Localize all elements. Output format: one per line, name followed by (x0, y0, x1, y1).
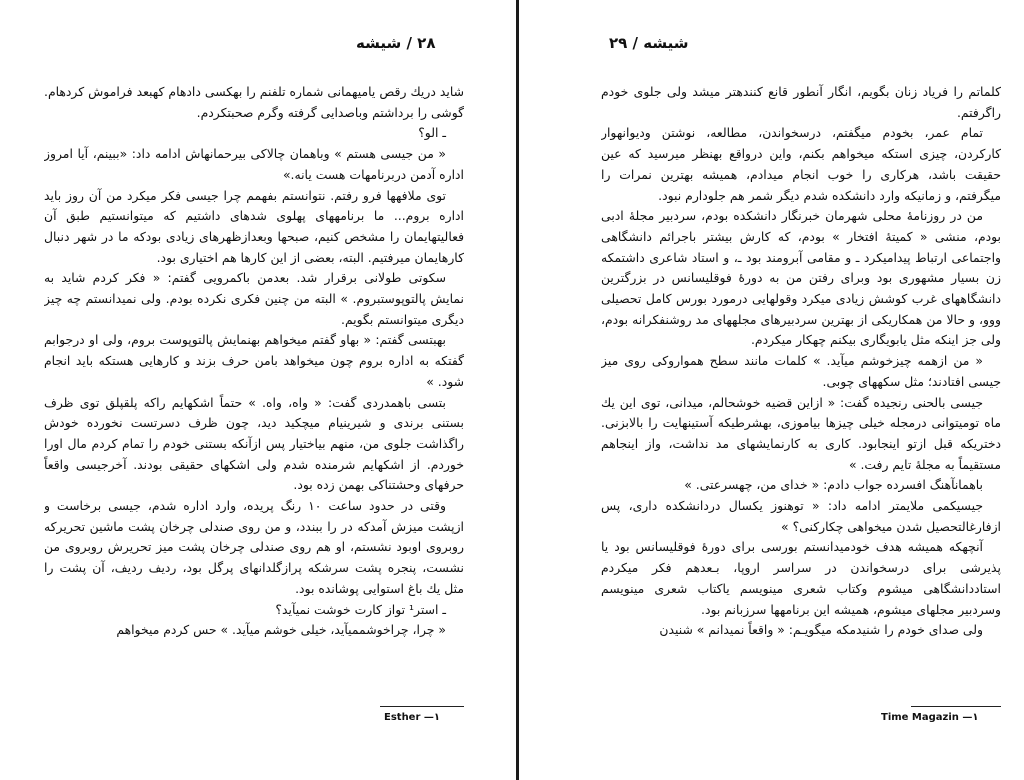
page-body (44, 82, 464, 702)
paragraph: کلماتم را فریاد زنان بگویم، انگار آنطور قانع کنندهتر میشد ولی جلوی خودم راگرفتم. (601, 84, 1001, 120)
footnote-divider (380, 706, 464, 707)
paragraph: « من جیسی هستم » وباهمان چالاکی بیرحمانهاش ادامه داد: «ببینم، آیا امروز اداره آدمن دربرنامهات هست یانه.» (44, 146, 464, 182)
paragraph: باهمانآهنگ افسرده جواب دادم: « خدای من، چهسرعتی. » (684, 477, 983, 493)
paragraph: بتسی باهمدردی گفت: « واه، واه. » حتماً اشکهایم راکه پلقپلق توی ظرف بستنی برندی و شیرینیام میچکید دید، چون ظرف دسرتست نخورده خودش راگذاشت جلوی من، منهم بیاختیار پس ازآنکه بستنی خودم را تمام کردم مال اورا خوردم. از اشکهایم شرمنده شدم ولی اشکهای حقیقی بودند. آخرجیسی واقعاً حرفهای وحشتناکی بهمن زده بود. (44, 394, 464, 493)
footnote: Esther —۱ (384, 712, 440, 723)
paragraph: شاید دریك رقص یامیهمانی شماره تلفنم را بهکسی دادهام کهبعد فراموش کردهام. گوشی را برداشتم وباصدایی گرفته وگرم صحبتکردم. (44, 84, 464, 120)
paragraph: بهبتسی گفتم: « بهاو گفتم میخواهم بهنمایش پالتوپوست بروم، ولی او درجوابم گفتکه به اداره بروم چون میخواهد بامن حرف بزند و کارهایی هستکه باید انجام شود. » (44, 332, 464, 389)
paragraph: ولی صدای خودم را شنیدمکه میگویـم: « واقعاً نمیدانم » شنیدن (659, 622, 983, 638)
paragraph: « من ازهمه چیزخوشم میآید. » کلمات مانند سطح همواروکی روی میز جیسی افتادند؛ مثل سکههای چوبی. (601, 353, 1001, 389)
paragraph: ـ الو؟ (418, 125, 446, 141)
right-page (519, 0, 1024, 780)
paragraph: تمام عمر، بخودم میگفتم، درسخواندن، مطالعه، نوشتن ودیوانهوار کارکردن، چیزی استکه میخواهم بکنم، واین درواقع بهنظر میرسید که عین حقیقت باشد، هرکاری را خوب انجام میدادم، همیشه بهترین نمرات را میگرفتم، و زمانیکه وارد دانشکده شدم دیگر شمر هم جلودارم نبود. (601, 125, 1001, 203)
page-header: شیشه / ۲۹ (609, 34, 689, 52)
footnote: Time Magazin —۱ (881, 712, 979, 723)
paragraph: سکوتی طولانی برقرار شد. بعدمن باکمرویی گفتم: « فکر کردم شاید به نمایش پالتوپوستبروم. » البته من چنین فکری نکرده بودم. ولی نمیدانستم چه چیز دیگری میتوانستم بگویم. (44, 270, 464, 327)
paragraph: جیسیکمی ملایمتر ادامه داد: « توهنوز یکسال دردانشکده داری، پس ازفارغالتحصیل شدن میخواهی چکارکنی؟ » (601, 498, 1001, 534)
paragraph: « چرا، چراخوشممیآید، خیلی خوشم میآید. » حس کردم میخواهم (116, 622, 446, 638)
paragraph: آنچهکه همیشه هدف خودمیدانستم بورسی برای دورهٔ فوقلیسانس بود یا پذیرشی برای درسخواندن در سراسر اروپا، بـعدهم فکر میکردم استاددانشگاهی میشوم وکتاب شعری مینویسم یاکتاب شعری مینویسم وسردبیر مجلهای میشوم، همیشه این برنامهها سرزبانم بود. (601, 539, 1001, 617)
paragraph: وقتی در حدود ساعت ۱۰ رنگ پریده، وارد اداره شدم، جیسی برخاست و ازپشت میزش آمدکه در را ببندد، و من روی صندلی چرخان پشت ماشین تحریرکه روبروی اوبود نشستم، او هم روی صندلی چرخان پشت میز تحریرش روبروی من نشست، پنجره پشت سرشکه پرازگلدانهای پرگل بود، ردیف ردیف، آن پشت را مثل یك باغ استوایی پوشانده بود. (44, 498, 464, 596)
paragraph: جیسی بالحنی رنجیده گفت: « ازاین قضیه خوشحالم، میدانی، توی این یك ماه تومیتوانی درمجله خیلی چیزها بیاموزی، بهشرطیکه آستینهایت را بالابزنی. دختریکه قبل ازتو اینجابود. کاری به کارنمایشهای مد نداشت، واز اینجاهم مستقیماً به مجلهٔ تایم رفت. » (601, 394, 1001, 472)
footnote-divider (911, 706, 1001, 707)
paragraph: من در روزنامهٔ محلی شهرمان خبرنگار دانشکده بودم، سردبیر مجلهٔ ادبی بودم، منشی « کمیتهٔ افتخار » بودم، که کارش بیشتر باجرائم دانشگاهی واجتماعی ارتباط پیدامیکرد ـ و مقامی آبرومند بود ـ، و استاد شاعری داشتمکه زن بسیار مشهوری بود وبرای رفتن من به دورهٔ فوقلیسانس در بزرگترین دانشگاههای غرب کوشش زیادی میکرد وقولهایی درمورد بورس کامل تحصیلی ووو، و حالا من همکاریکی از بهترین سردبیرهای مجلههای مد روشنفکرانه بودم، ولی جز اینکه مثل یابویگاری بیکنم چهکار میکردم. (601, 208, 1001, 348)
paragraph: توی ملافهها فرو رفتم. نتوانستم بفهمم چرا جیسی فکر میکرد من آن روز باید اداره بروم... ما برنامههای پهلوی شدهای داشتیم که میتوانستیم طبق آن فعالیتهایمان را مشخص کنیم، صبحها وبعدازظهرهای زیادی بودکه ما در شهر دنبال کارهایمان میرفتیم. البته، بعضی از این کارها هم اختیاری بود. (44, 187, 464, 265)
paragraph: ـ استر¹ تواز کارت خوشت نمیآید؟ (275, 601, 446, 617)
page-header: ۲۸ / شیشه (356, 34, 436, 52)
page-body (601, 82, 1001, 702)
